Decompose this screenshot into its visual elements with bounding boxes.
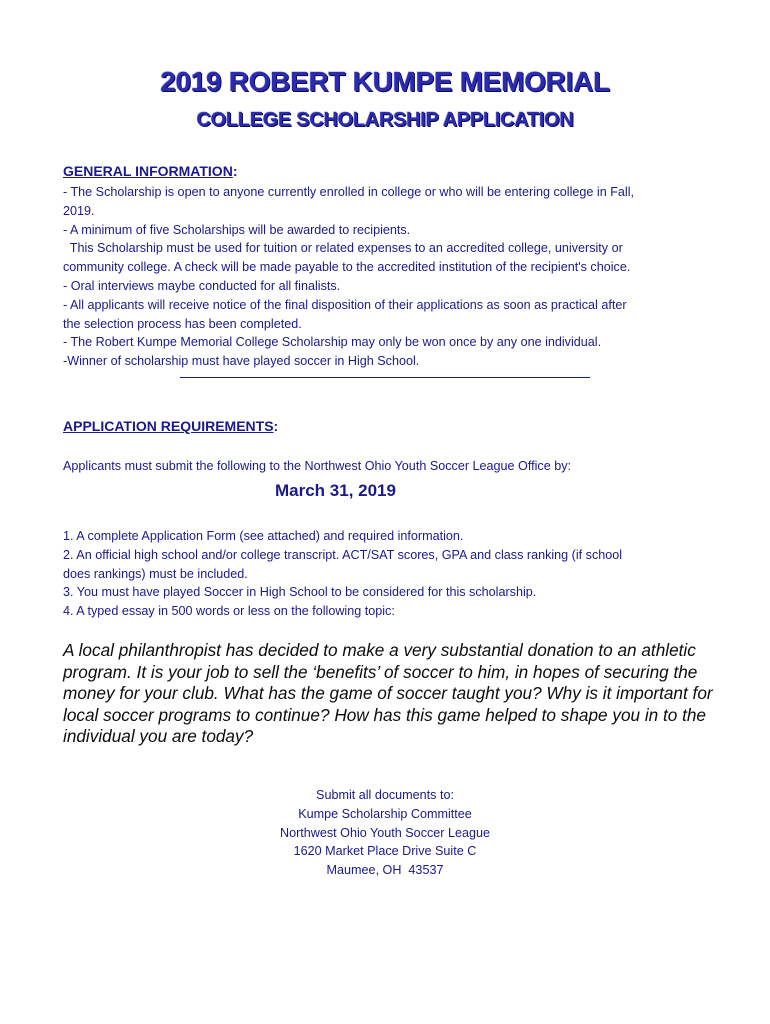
requirements-list: [63, 527, 713, 621]
general-information-body: [63, 183, 713, 371]
application-requirements-heading-text: APPLICATION REQUIREMENTS: [63, 418, 274, 434]
submit-line: 1620 Market Place Drive Suite C: [293, 844, 477, 859]
submit-line: Northwest Ohio Youth Soccer League: [279, 825, 491, 840]
application-requirements-heading-colon: :: [273, 418, 279, 434]
requirement-item: does rankings) must be included.: [63, 566, 248, 581]
application-requirements-heading: [63, 418, 278, 434]
general-line: - Oral interviews maybe conducted for all finalists.: [63, 278, 341, 293]
general-line: community college. A check will be made payable to the accredited institution of the recipient's choice.: [63, 260, 631, 275]
general-line: 2019.: [63, 203, 95, 218]
submit-line: Submit all documents to:: [316, 788, 454, 802]
general-line: -Winner of scholarship must have played soccer in High School.: [63, 354, 420, 369]
submission-deadline: March 31, 2019: [275, 481, 396, 500]
general-information-heading-text: GENERAL INFORMATION: [63, 163, 233, 179]
essay-prompt: A local philanthropist has decided to make a very substantial donation to an athletic program. It is your job to sell the ‘benefits’ of soccer to him, in hopes of securing the money for your club. What has the game of soccer taught you? Why is it important for local soccer programs to continue? How has this game helped to shape you in to the individual you are today?: [63, 640, 713, 747]
submit-line: Kumpe Scholarship Committee: [298, 806, 472, 821]
general-line: the selection process has been completed.: [63, 316, 302, 331]
general-information-heading-colon: :: [232, 163, 238, 179]
requirements-intro: Applicants must submit the following to the Northwest Ohio Youth Soccer League Office by:: [63, 459, 571, 473]
general-line: - All applicants will receive notice of the final disposition of their applications as soon as practical after: [63, 297, 627, 312]
general-line: - A minimum of five Scholarships will be awarded to recipients.: [63, 222, 411, 237]
general-line: This Scholarship must be used for tuition or related expenses to an accredited college, university or: [63, 241, 623, 256]
document-subtitle: COLLEGE SCHOLARSHIP APPLICATION: [196, 109, 574, 131]
section-divider: [180, 377, 590, 378]
submit-line: Maumee, OH 43537: [326, 863, 444, 878]
requirement-item: 1. A complete Application Form (see attached) and required information.: [63, 529, 464, 543]
requirement-item: 2. An official high school and/or college transcript. ACT/SAT scores, GPA and class ranking (if school: [63, 547, 623, 562]
general-information-heading: [63, 163, 237, 179]
general-line: - The Scholarship is open to anyone currently enrolled in college or who will be entering college in Fall,: [63, 185, 635, 199]
document-title: 2019 ROBERT KUMPE MEMORIAL: [160, 66, 610, 97]
general-line: - The Robert Kumpe Memorial College Scholarship may only be won once by any one individual.: [63, 335, 602, 350]
submission-address: [0, 786, 770, 880]
requirement-item: 4. A typed essay in 500 words or less on the following topic:: [63, 604, 395, 619]
requirement-item: 3. You must have played Soccer in High School to be considered for this scholarship.: [63, 585, 537, 600]
